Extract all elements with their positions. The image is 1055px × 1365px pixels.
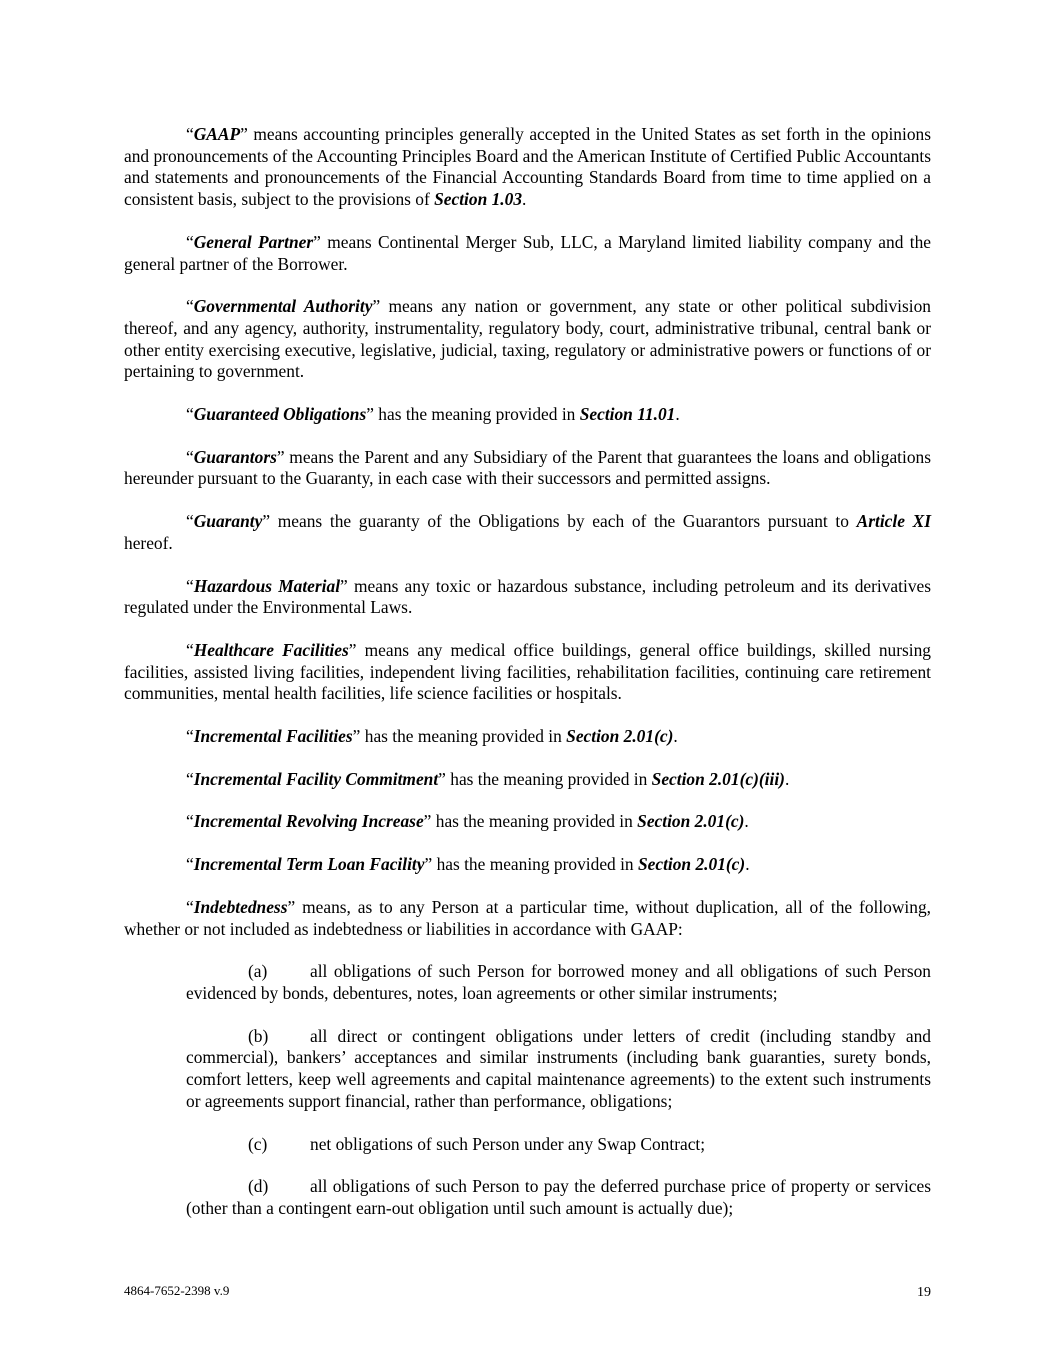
article-reference: Article XI — [856, 511, 932, 532]
defined-term: Incremental Revolving Increase — [193, 811, 424, 832]
section-reference: Section 2.01(c)(iii) — [651, 768, 785, 789]
subclause-label: (a) — [248, 961, 268, 982]
document-id: 4864-7652-2398 v.9 — [124, 1283, 230, 1298]
definition-gaap: “GAAP” means accounting principles generally accepted in the United States as set forth in the opinions and pronouncements of the Accounting Principles Board and the American Institute of Certified Public Accountants and statements and pronouncements of the Financial Accounting Standards Board from time to time applied on a consistent basis, subject to the provisions of Section 1.03. — [124, 124, 931, 210]
section-reference: Section 1.03 — [434, 189, 523, 210]
definition-incremental-revolving-increase: “Incremental Revolving Increase” has the meaning provided in Section 2.01(c). — [186, 811, 749, 832]
document-page — [124, 124, 931, 1241]
subclause-c: (c) net obligations of such Person under any Swap Contract; — [248, 1133, 706, 1154]
definition-guarantors: “Guarantors” means the Parent and any Subsidiary of the Parent that guarantees the loans and obligations hereunder pursuant to the Guaranty, in each case with their successors and permitted assigns. — [124, 446, 931, 489]
defined-term: Incremental Facility Commitment — [193, 768, 439, 789]
definition-hazardous-material: “Hazardous Material” means any toxic or hazardous substance, including petroleum and its derivatives regulated under the Environmental Laws. — [124, 575, 931, 618]
defined-term: Incremental Term Loan Facility — [193, 854, 425, 875]
definition-incremental-facility-commitment: “Incremental Facility Commitment” has the meaning provided in Section 2.01(c)(iii). — [186, 768, 790, 789]
defined-term: Governmental Authority — [193, 296, 373, 317]
subclause-label: (c) — [248, 1133, 268, 1154]
subclause-b: (b) all direct or contingent obligations under letters of credit (including standby and commercial), bankers’ acceptances and similar instruments (including bank guaranties, surety bonds, comfort letters, keep well agreements and capital maintenance agreements) to the extent such instruments or agreements support financial, rather than performance, obligations; — [186, 1025, 931, 1111]
subclause-label: (d) — [248, 1176, 269, 1197]
subclause-label: (b) — [248, 1025, 269, 1046]
defined-term: Hazardous Material — [193, 575, 341, 596]
definition-incremental-facilities: “Incremental Facilities” has the meaning provided in Section 2.01(c). — [186, 726, 678, 747]
defined-term: General Partner — [193, 231, 314, 252]
definition-healthcare-facilities: “Healthcare Facilities” means any medical office buildings, general office buildings, skilled nursing facilities, assisted living facilities, independent living facilities, rehabilitation facilities, continuing care retirement communities, mental health facilities, life science facilities or hospitals. — [124, 639, 931, 704]
section-reference: Section 2.01(c) — [637, 854, 746, 875]
section-reference: Section 2.01(c) — [566, 726, 674, 747]
defined-term: Guaranteed Obligations — [193, 404, 367, 425]
definition-governmental-authority: “Governmental Authority” means any nation or government, any state or other political subdivision thereof, and any agency, authority, instrumentality, regulatory body, court, administrative tribunal, central bank or other entity exercising executive, legislative, judicial, taxing, regulatory or administrative powers or functions of or pertaining to government. — [124, 296, 931, 382]
defined-term: Guaranty — [193, 511, 263, 532]
section-reference: Section 11.01 — [579, 404, 676, 425]
definition-incremental-term-loan-facility: “Incremental Term Loan Facility” has the meaning provided in Section 2.01(c). — [186, 854, 750, 875]
definition-general-partner: “General Partner” means Continental Merger Sub, LLC, a Maryland limited liability company and the general partner of the Borrower. — [124, 231, 931, 274]
defined-term: GAAP — [193, 124, 241, 144]
definition-guaranty: “Guaranty” means the guaranty of the Obligations by each of the Guarantors pursuant to Article XI hereof. — [124, 511, 932, 553]
definition-indebtedness: “Indebtedness” means, as to any Person at a particular time, without duplication, all of the following, whether or not included as indebtedness or liabilities in accordance with GAAP: — [124, 896, 931, 939]
subclause-a: (a) all obligations of such Person for borrowed money and all obligations of such Person evidenced by bonds, debentures, notes, loan agreements or other similar instruments; — [186, 961, 931, 1003]
defined-term: Indebtedness — [193, 896, 288, 917]
page-number: 19 — [917, 1285, 931, 1300]
definition-guaranteed-obligations: “Guaranteed Obligations” has the meaning provided in Section 11.01. — [186, 404, 680, 425]
defined-term: Guarantors — [193, 446, 277, 467]
section-reference: Section 2.01(c) — [637, 811, 745, 832]
subclause-d: (d) all obligations of such Person to pay the deferred purchase price of property or services (other than a contingent earn-out obligation until such amount is actually due); — [186, 1176, 931, 1218]
defined-term: Healthcare Facilities — [193, 639, 349, 660]
defined-term: Incremental Facilities — [193, 726, 353, 747]
